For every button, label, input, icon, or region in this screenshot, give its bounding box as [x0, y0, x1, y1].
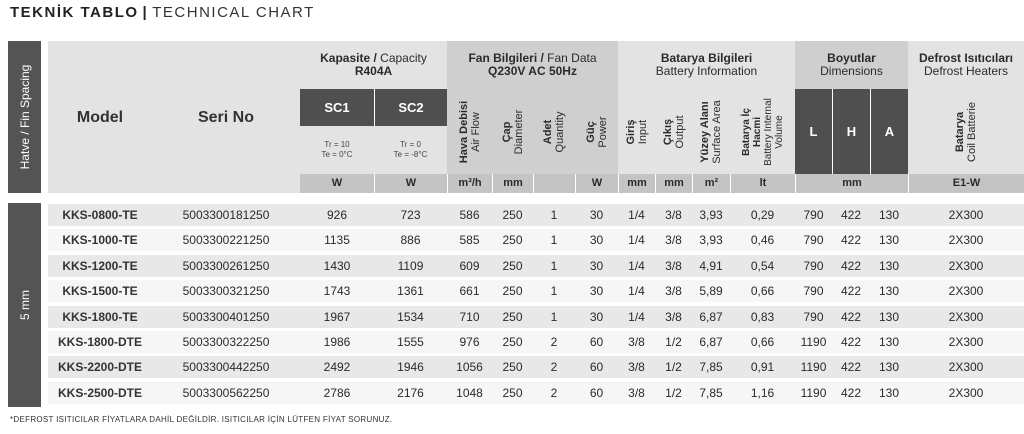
cell-dia: 250: [502, 258, 523, 273]
unit-sc1: W: [300, 174, 374, 193]
cell-pow: 60: [589, 335, 604, 349]
cell-model: KKS-0800-TE: [62, 208, 138, 222]
cell-model: KKS-1200-TE: [62, 258, 138, 273]
cell-def: 2X300: [948, 335, 984, 349]
header-model: Model: [48, 41, 152, 193]
cell-qty: 2: [550, 360, 558, 375]
cell-a: 130: [878, 284, 900, 299]
cell-sc2: 1555: [397, 335, 424, 349]
cell-vol: 0,83: [750, 309, 775, 324]
cell-qty: 1: [550, 284, 558, 299]
cell-h: 422: [840, 360, 862, 375]
cell-model: KKS-1500-TE: [62, 284, 138, 299]
cell-def: 2X300: [948, 284, 984, 299]
cell-in: 1/4: [628, 233, 645, 248]
cell-a: 130: [878, 208, 900, 222]
cell-pow: 30: [589, 233, 604, 248]
unit-volume: lt: [730, 174, 795, 193]
cell-seri: 5003300401250: [182, 309, 270, 324]
header-dimensions: Boyutlar Dimensions: [795, 41, 908, 89]
cell-l: 790: [803, 233, 824, 248]
unit-surface: m²: [692, 174, 730, 193]
unit-defrost: E1-W: [908, 174, 1024, 193]
cell-qty: 1: [550, 309, 558, 324]
cell-pow: 30: [589, 208, 604, 222]
cell-model: KKS-1800-TE: [62, 309, 138, 324]
cell-dia: 250: [502, 335, 523, 349]
cell-air: 586: [459, 208, 480, 222]
cell-def: 2X300: [948, 258, 984, 273]
cell-sc1: 2492: [323, 360, 351, 375]
cell-out: 1/2: [665, 360, 682, 375]
cell-surf: 7,85: [699, 360, 723, 375]
unit-sc2: W: [374, 174, 447, 193]
table-row: [48, 306, 1024, 328]
cell-air: 1048: [456, 385, 483, 400]
fin-spacing-rows: [8, 203, 41, 407]
cell-pow: 60: [589, 360, 604, 375]
header-dim-h: H: [832, 89, 870, 174]
cell-surf: 7,85: [699, 385, 723, 400]
cell-air: 976: [459, 335, 480, 349]
cell-pow: 30: [589, 258, 604, 273]
cell-out: 3/8: [665, 309, 682, 324]
cell-seri: 5003300321250: [182, 284, 270, 299]
cell-surf: 4,91: [699, 258, 723, 273]
cell-air: 609: [459, 258, 480, 273]
cell-dia: 250: [502, 284, 523, 299]
cell-a: 130: [878, 360, 900, 375]
footnote: *DEFROST ISITICILAR FİYATLARA DAHİL DEĞİLDİR. ISITICILAR İÇİN LÜTFEN FİYAT SORUNUZ.: [10, 415, 393, 424]
cell-sc1: 2786: [323, 385, 351, 400]
cell-vol: 0,29: [750, 208, 775, 222]
cell-qty: 1: [550, 233, 558, 248]
cell-sc2: 2176: [397, 385, 424, 400]
header-fan-data: Fan Bilgileri / Fan Data Q230V AC 50Hz: [447, 41, 618, 89]
fin-spacing-label: Hatve / Fin Spacing: [17, 64, 32, 170]
cell-surf: 5,89: [699, 284, 723, 299]
cell-def: 2X300: [948, 309, 984, 324]
cell-a: 130: [878, 309, 900, 324]
title-turkish: TEKNİK TABLO: [10, 4, 139, 21]
cell-sc1: 1430: [323, 258, 351, 273]
cell-sc1: 926: [326, 208, 348, 222]
page-title: [10, 4, 315, 21]
cell-a: 130: [878, 385, 900, 400]
cell-sc2: 1361: [397, 284, 424, 299]
header-dim-a: A: [870, 89, 908, 174]
cell-seri: 5003300261250: [182, 258, 270, 273]
cell-h: 422: [840, 385, 862, 400]
cell-l: 790: [803, 208, 824, 222]
cell-qty: 2: [550, 385, 558, 400]
cell-out: 3/8: [665, 258, 682, 273]
cell-in: 1/4: [628, 208, 645, 222]
cell-model: KKS-2500-DTE: [57, 385, 143, 400]
cell-h: 422: [840, 233, 862, 248]
cell-surf: 3,93: [699, 208, 723, 222]
unit-airflow: m³/h: [447, 174, 492, 193]
cell-qty: 2: [550, 335, 558, 349]
cell-out: 3/8: [665, 233, 682, 248]
cell-h: 422: [840, 208, 862, 222]
cell-air: 585: [459, 233, 480, 248]
cell-h: 422: [840, 258, 862, 273]
cell-model: KKS-1800-DTE: [57, 335, 143, 349]
header-sc2: SC2: [374, 89, 447, 126]
cell-model: KKS-2200-DTE: [57, 360, 143, 375]
cell-a: 130: [878, 258, 900, 273]
table-row: [48, 255, 1024, 277]
title-english: TECHNICAL CHART: [152, 4, 315, 21]
header-surface-area: Yüzey Alanı Surface Area: [692, 89, 730, 174]
cell-in: 1/4: [628, 284, 645, 299]
cell-out: 3/8: [665, 208, 682, 222]
cell-sc1: 1135: [324, 233, 350, 248]
cell-model: KKS-1000-TE: [62, 233, 138, 248]
header-diameter: Çap Diameter: [492, 89, 533, 174]
cell-h: 422: [840, 309, 862, 324]
unit-input: mm: [618, 174, 655, 193]
cell-sc2: 886: [400, 233, 421, 248]
cell-pow: 30: [589, 284, 604, 299]
cell-dia: 250: [502, 233, 523, 248]
header-dim-l: L: [795, 89, 832, 174]
cell-vol: 0,66: [750, 284, 775, 299]
cell-qty: 1: [550, 258, 558, 273]
cell-l: 790: [803, 309, 824, 324]
cell-seri: 5003300442250: [182, 360, 270, 375]
cell-in: 1/4: [628, 258, 645, 273]
header-sc2-conditions: Tr = 0 Te = -8°C: [374, 126, 447, 174]
table-row: [48, 356, 1024, 378]
table-row: [48, 331, 1024, 353]
cell-out: 1/2: [665, 385, 682, 400]
cell-vol: 0,54: [750, 258, 775, 273]
cell-out: 3/8: [665, 284, 682, 299]
cell-def: 2X300: [948, 360, 984, 375]
cell-vol: 0,46: [750, 233, 775, 248]
table-row: [48, 382, 1024, 404]
cell-sc2: 723: [400, 208, 421, 222]
header-quantity: Adet Quantity: [533, 89, 575, 174]
header-power: Güç Power: [575, 89, 618, 174]
fin-spacing-value: 5 mm: [17, 290, 32, 320]
cell-a: 130: [878, 335, 900, 349]
cell-h: 422: [840, 284, 862, 299]
cell-dia: 250: [502, 360, 523, 375]
cell-seri: 5003300562250: [182, 385, 270, 400]
cell-air: 661: [459, 284, 480, 299]
cell-sc2: 1109: [397, 258, 424, 273]
cell-air: 1056: [456, 360, 483, 375]
fin-spacing-header: [8, 41, 41, 193]
unit-power: W: [575, 174, 618, 193]
unit-quantity: [533, 174, 575, 193]
header-coil-battery: Batarya Coil Batterie: [908, 89, 1024, 174]
header-input: Giriş Input: [618, 89, 655, 174]
cell-in: 3/8: [628, 360, 645, 375]
cell-dia: 250: [502, 309, 523, 324]
cell-out: 1/2: [665, 335, 682, 349]
cell-seri: 5003300322250: [182, 335, 270, 349]
cell-surf: 6,87: [699, 335, 723, 349]
cell-in: 1/4: [628, 309, 645, 324]
cell-pow: 30: [589, 309, 604, 324]
cell-in: 3/8: [628, 335, 645, 349]
header-sc1-conditions: Tr = 10 Te = 0°C: [300, 126, 374, 174]
header-capacity: Kapasite / Capacity R404A: [300, 41, 447, 89]
cell-def: 2X300: [948, 385, 984, 400]
cell-a: 130: [878, 233, 900, 248]
cell-surf: 6,87: [699, 309, 723, 324]
cell-l: 790: [803, 258, 824, 273]
cell-l: 1190: [800, 385, 827, 400]
cell-sc2: 1946: [397, 360, 424, 375]
cell-l: 790: [803, 284, 824, 299]
unit-output: mm: [655, 174, 692, 193]
cell-vol: 1,16: [750, 385, 775, 400]
header-output: Çıkış Output: [655, 89, 692, 174]
cell-dia: 250: [502, 208, 523, 222]
cell-vol: 0,66: [750, 335, 775, 349]
title-separator: |: [142, 4, 149, 21]
header-air-flow: Hava Debisi Air Flow: [447, 89, 492, 174]
cell-sc1: 1743: [323, 284, 351, 299]
cell-pow: 60: [589, 385, 604, 400]
header-seri-no: Seri No: [152, 41, 300, 193]
cell-qty: 1: [550, 208, 558, 222]
cell-sc1: 1967: [323, 309, 351, 324]
cell-def: 2X300: [948, 233, 984, 248]
unit-diameter: mm: [492, 174, 533, 193]
cell-l: 1190: [800, 335, 827, 349]
header-sc1: SC1: [300, 89, 374, 126]
unit-dimensions: mm: [795, 174, 908, 193]
cell-h: 422: [840, 335, 862, 349]
cell-sc2: 1534: [397, 309, 424, 324]
cell-def: 2X300: [948, 208, 984, 222]
cell-surf: 3,93: [699, 233, 723, 248]
header-defrost-heaters: Defrost Isıtıcıları Defrost Heaters: [908, 41, 1024, 89]
cell-in: 3/8: [628, 385, 645, 400]
header-battery-info: Batarya Bilgileri Battery Information: [618, 41, 795, 89]
cell-air: 710: [459, 309, 480, 324]
header-internal-volume: Batarya İç Hacmi Battery Internal Volume: [730, 89, 795, 174]
table-row: [48, 229, 1024, 251]
cell-sc1: 1986: [323, 335, 351, 349]
table-row: [48, 204, 1024, 226]
table-row: [48, 280, 1024, 302]
cell-l: 1190: [800, 360, 827, 375]
cell-dia: 250: [502, 385, 523, 400]
cell-seri: 5003300181250: [182, 208, 270, 222]
cell-seri: 5003300221250: [182, 233, 270, 248]
cell-vol: 0,91: [750, 360, 775, 375]
